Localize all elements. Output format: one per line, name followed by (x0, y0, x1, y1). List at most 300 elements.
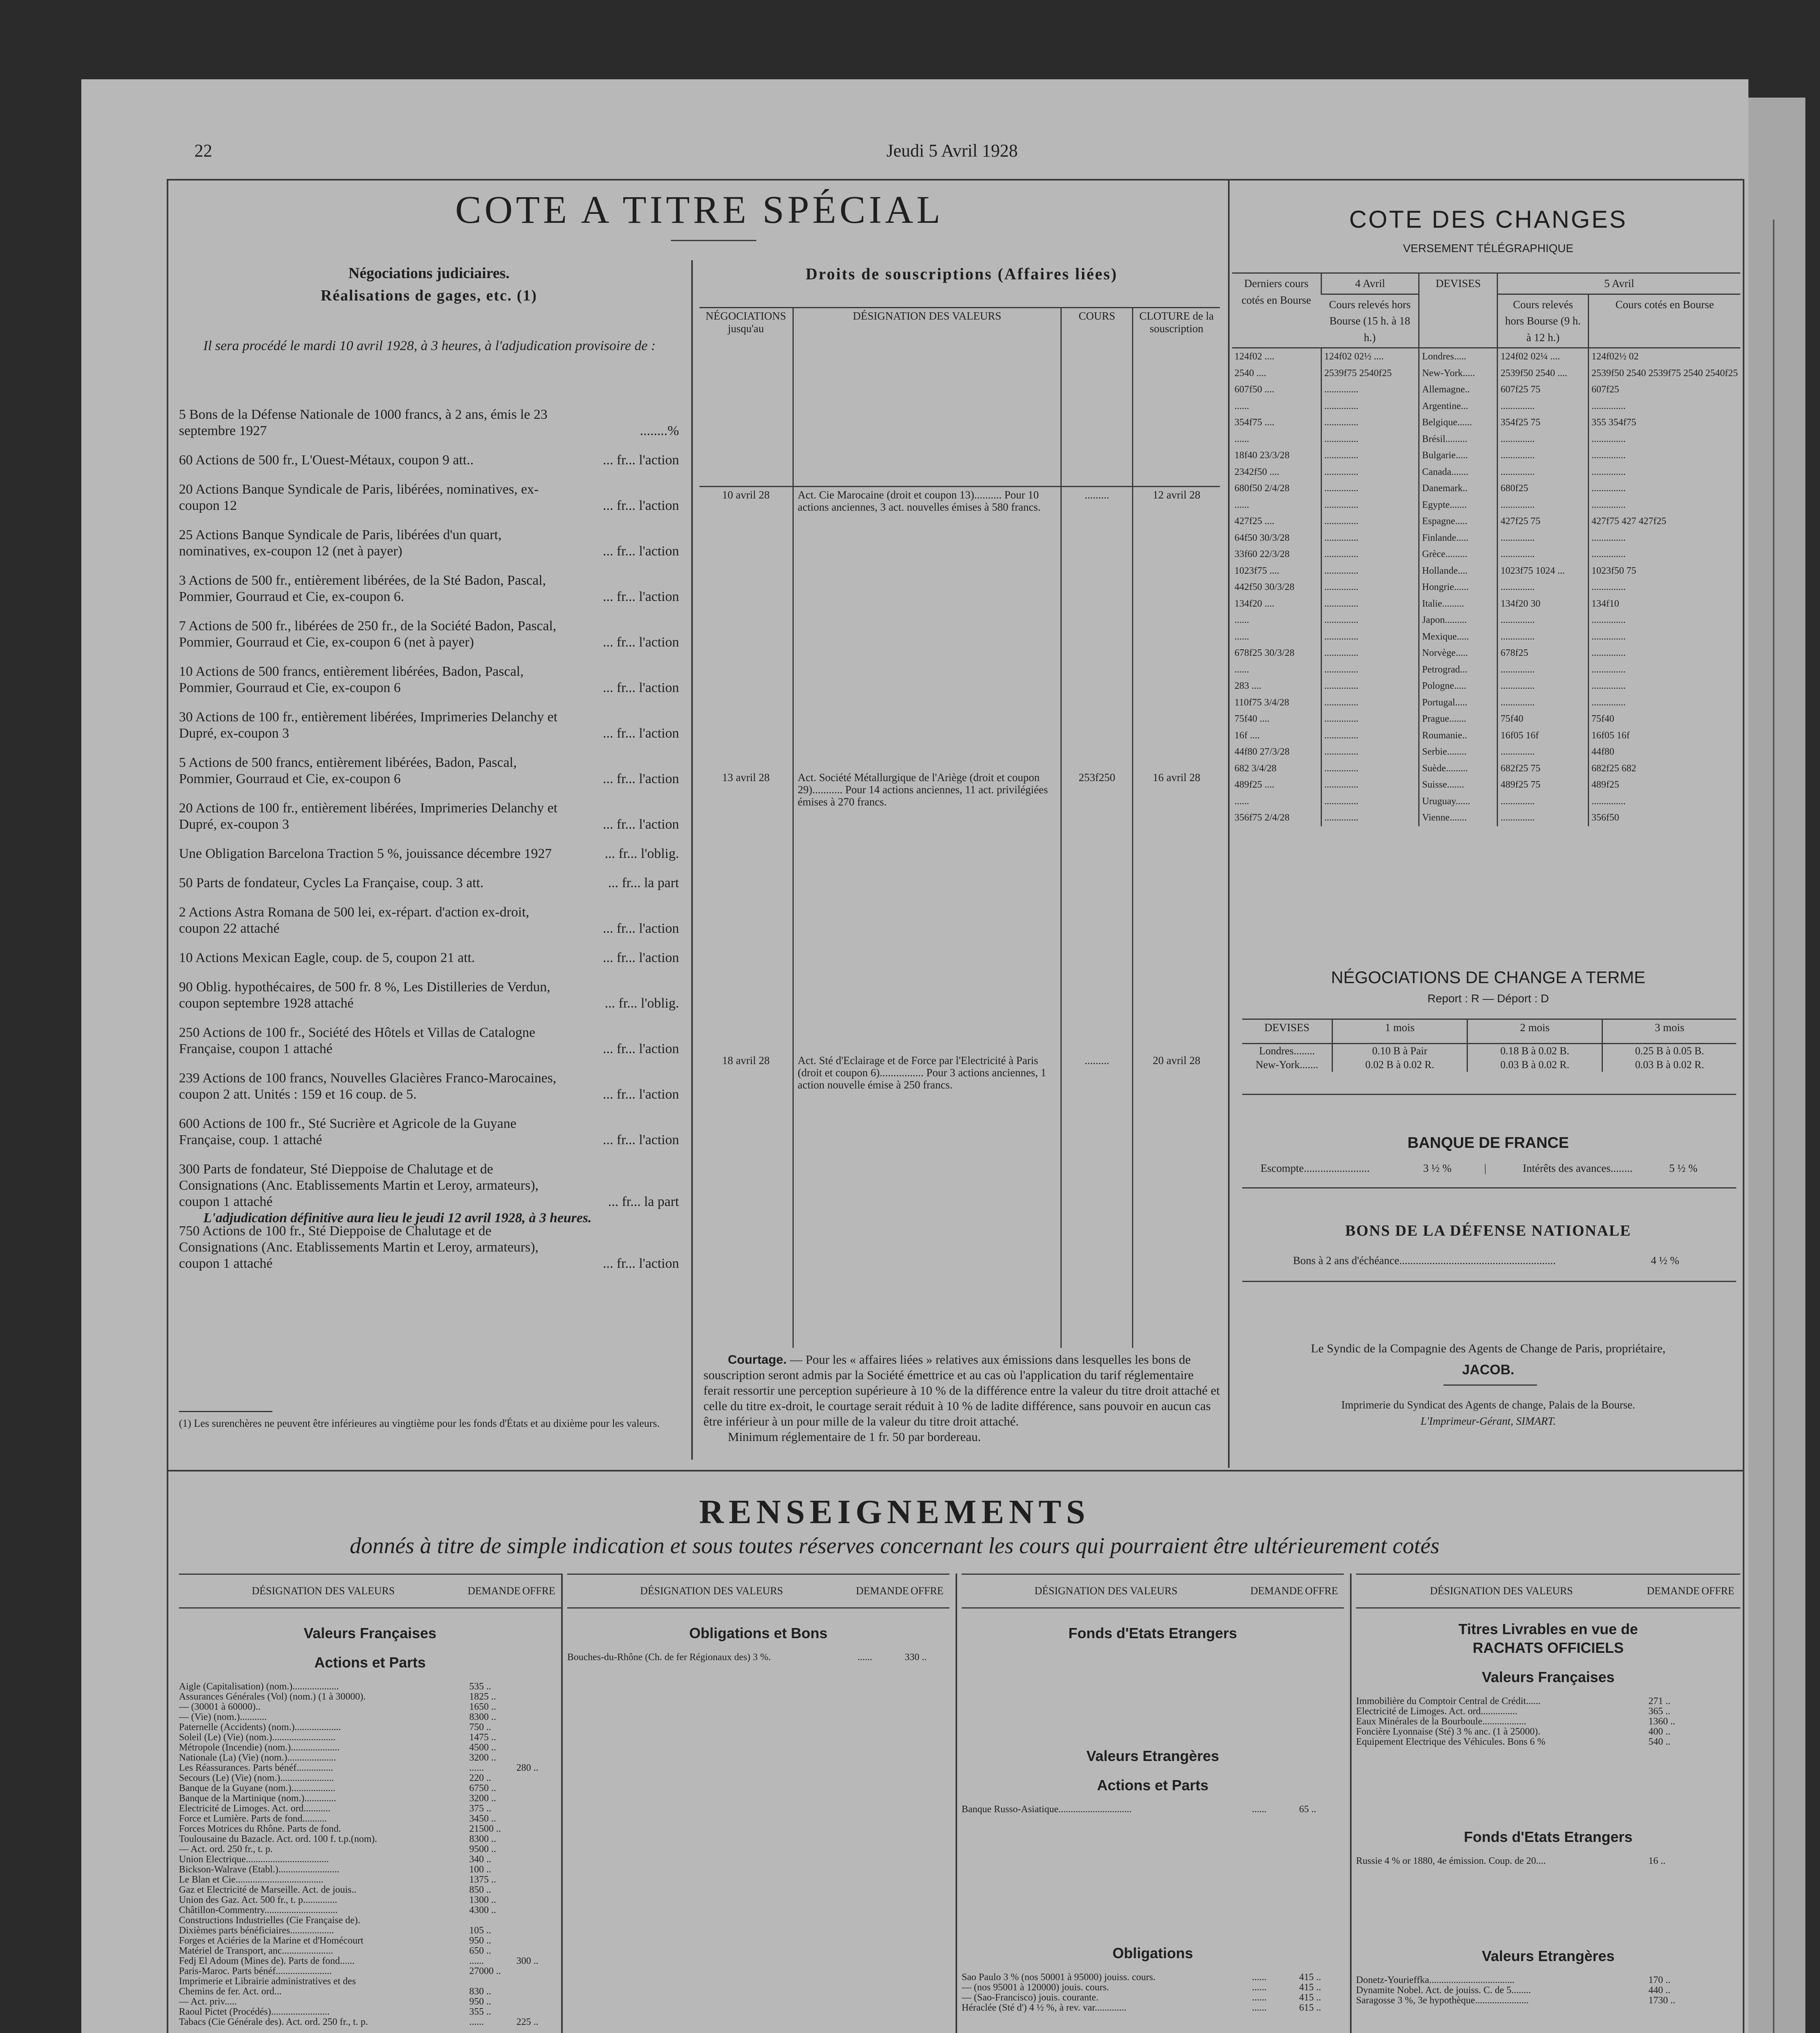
terme-cell-dev: Londres........ (1259, 1045, 1315, 1057)
rens-row-offre (514, 1946, 561, 1956)
rens-section-rachats-officiels: RACHATS OFFICIELS (1472, 1639, 1624, 1656)
changes-cell-h4: .............. (1321, 530, 1419, 546)
rens-row (179, 1743, 561, 1753)
rens-row-name: Raoul Pictet (Procédés)........................ (179, 2007, 330, 2017)
droits-table (699, 307, 1220, 1348)
changes-subtitle: VERSEMENT TÉLÉGRAPHIQUE (1403, 242, 1574, 255)
changes-cell-b5: .............. (1589, 662, 1740, 678)
courtage-note (703, 1352, 1220, 1429)
changes-cell-dern: 2342f50 .... (1234, 466, 1279, 477)
rens-row-demande: 3200 .. (469, 1752, 496, 1763)
changes-cell-h4: .............. (1321, 711, 1419, 727)
changes-cell-h5: .............. (1498, 497, 1589, 514)
rens-row-name: Saragosse 3 %, 3e hypothèque...................... (1356, 1996, 1529, 2006)
changes-cell-h4: .............. (1321, 596, 1419, 612)
lot-text: 25 Actions Banque Syndicale de Paris, libérées d'un quart, nominatives, ex-coupon 12 (net à payer) (179, 527, 502, 559)
rens-row-name: — (Sao-Francisco) jouis. courante. (962, 1993, 1099, 2003)
changes-cell-h4: .............. (1321, 744, 1419, 760)
changes-cell-h5: 489f25 75 (1498, 777, 1589, 793)
rens-row (179, 1926, 561, 1936)
droits-cell-cours: ......... (1061, 1053, 1133, 1336)
rens-list-2 (567, 1652, 949, 1663)
rens-row-offre: 415 .. (1299, 1982, 1321, 1993)
changes-cell-h4: .............. (1321, 513, 1419, 530)
rens-section-obligations: Obligations (1112, 1945, 1193, 1961)
changes-cell-dern: 356f75 2/4/28 (1234, 812, 1290, 823)
rens-row (1356, 1975, 1740, 1985)
changes-row (1232, 530, 1740, 546)
rens-row-offre (514, 1865, 561, 1875)
rens-row-offre: 415 .. (1299, 1992, 1321, 2003)
changes-cell-dern: 489f25 .... (1234, 779, 1274, 790)
changes-cell-dev: Suisse....... (1419, 777, 1498, 793)
changes-cell-dev: Belgique...... (1419, 414, 1498, 431)
lot-text: 50 Parts de fondateur, Cycles La Française, coup. 3 att. (179, 875, 484, 890)
changes-cell-h5: .............. (1498, 447, 1589, 464)
rens-row-name: Chemins de fer. Act. ord... (179, 1987, 282, 1997)
changes-cell-h4: .............. (1321, 563, 1419, 579)
rens-row-name: Sao Paulo 3 % (nos 50001 à 95000) jouiss. cours. (962, 1972, 1156, 1983)
terme-legend: Report : R — Déport : D (1427, 992, 1549, 1005)
changes-cell-b5: .............. (1589, 678, 1740, 694)
rens-row-name: Tabacs (Cie Générale des). Act. ord. 250 fr., t. p. (179, 2017, 368, 2027)
changes-cell-dern: 110f75 3/4/28 (1234, 697, 1289, 708)
rens-list-4a (1356, 1696, 1740, 1747)
rens-row-name: — (Vie) (nom.)........... (179, 1712, 267, 1722)
changes-cell-b5: .............. (1589, 530, 1740, 546)
interets-rate: 5 ½ % (1669, 1162, 1698, 1174)
lot-item (179, 904, 679, 937)
changes-row (1232, 447, 1740, 464)
terme-cell-m1: 0.02 B à 0.02 R. (1332, 1058, 1467, 1072)
changes-cell-dev: Finlande..... (1419, 530, 1498, 546)
syndic-rule (1443, 1384, 1537, 1386)
changes-cell-h4: .............. (1321, 793, 1419, 810)
changes-title: COTE DES CHANGES (1349, 206, 1628, 233)
imprimerie-line: Imprimerie du Syndicat des Agents de change, Palais de la Bourse. (1341, 1399, 1635, 1411)
changes-cell-dern: 680f50 2/4/28 (1234, 483, 1290, 494)
changes-cell-h4: .............. (1321, 480, 1419, 497)
rens-row-offre: 65 .. (1299, 1804, 1316, 1815)
rens-row-name: Aigle (Capitalisation) (nom.)................... (179, 1682, 339, 1692)
changes-row (1232, 777, 1740, 793)
changes-cell-h5: 1023f75 1024 ... (1498, 563, 1589, 579)
lot-unit: ... fr... l'oblig. (605, 996, 679, 1011)
rens-section-valeurs-francaises: Valeurs Françaises (303, 1625, 437, 1641)
rens-row-offre (514, 1875, 561, 1885)
changes-col-releves-4: Cours relevés hors Bourse (15 h. à 18 h.) (1321, 294, 1419, 348)
lot-text: 20 Actions de 100 fr., entièrement libérées, Imprimeries Delanchy et Dupré, ex-coupon 3 (179, 801, 557, 832)
changes-cell-h5: .............. (1498, 612, 1589, 629)
rens-header-demande: DEMANDE (468, 1585, 520, 1597)
changes-cell-b5: 124f02½ 02 (1589, 348, 1740, 365)
changes-cell-dern: ...... (1234, 631, 1249, 642)
changes-cell-dev: Portugal..... (1419, 694, 1498, 711)
changes-cell-b5: 75f40 (1589, 711, 1740, 727)
rens-header-offre: OFFRE (910, 1585, 944, 1597)
rens-row-offre (514, 1814, 561, 1824)
rens-header-designation: DÉSIGNATION DES VALEURS (1430, 1585, 1573, 1597)
changes-cell-dern: 44f80 27/3/28 (1234, 747, 1290, 757)
rens-header-designation: DÉSIGNATION DES VALEURS (1034, 1585, 1178, 1597)
changes-cell-dev: Norvège..... (1419, 645, 1498, 662)
rens-row-demande: 750 .. (469, 1722, 491, 1733)
changes-cell-h5: .............. (1498, 744, 1589, 760)
rens-row (179, 2007, 561, 2017)
rens-row-name: Electricité de Limoges. Act. ord............... (1356, 1707, 1517, 1717)
lot-unit: ... fr... l'action (603, 921, 679, 936)
terme-cell-m1: 0.10 B à Pair (1332, 1044, 1467, 1058)
lot-item (179, 664, 679, 696)
lot-item (179, 1223, 679, 1272)
rens-row-offre (514, 1773, 561, 1783)
changes-cell-dern: 427f25 .... (1234, 516, 1274, 527)
rens-row-offre (514, 1936, 561, 1946)
lot-item (179, 979, 679, 1012)
changes-cell-b5: .............. (1589, 480, 1740, 497)
rens-row (179, 1987, 561, 1997)
changes-cell-b5: .............. (1589, 398, 1740, 415)
changes-divider (1228, 179, 1230, 1468)
rens-row (179, 1794, 561, 1804)
rens-row-demande: 8300 .. (469, 1834, 496, 1844)
changes-cell-dev: Egypte....... (1419, 497, 1498, 514)
droits-cell-cloture: 16 avril 28 (1133, 770, 1220, 1053)
changes-cell-dev: Mexique..... (1419, 629, 1498, 645)
rens-row-demande: ...... (1252, 1804, 1267, 1815)
rens-row (179, 1875, 561, 1885)
rens-row-demande: 440 .. (1648, 1985, 1670, 1996)
changes-cell-b5: .............. (1589, 645, 1740, 662)
rens-section-actions-parts: Actions et Parts (314, 1654, 426, 1671)
changes-cell-b5: .............. (1589, 464, 1740, 481)
changes-cell-dev: Serbie........ (1419, 744, 1498, 760)
changes-cell-b5: .............. (1589, 793, 1740, 810)
page-date: Jeudi 5 Avril 1928 (886, 141, 1018, 161)
lot-item (179, 452, 679, 468)
rens-row (179, 1804, 561, 1814)
rens-row-name: Electricité de Limoges. Act. ord........... (179, 1804, 331, 1814)
changes-cell-dern: 75f40 .... (1234, 714, 1269, 724)
changes-cell-dern: 134f20 .... (1234, 598, 1274, 609)
banque-rule (1242, 1187, 1736, 1188)
rens-row-demande: 535 .. (469, 1681, 491, 1692)
banque-france-title: BANQUE DE FRANCE (1407, 1134, 1569, 1151)
rens-section-actions-parts-etr: Actions et Parts (1097, 1777, 1209, 1794)
rens-row-offre (514, 1712, 561, 1722)
rens-row-demande: 170 .. (1648, 1975, 1670, 1985)
droits-title: Droits de souscriptions (Affaires liées) (806, 265, 1118, 283)
rens-row (1356, 1985, 1740, 1996)
rens-row-name: Immobilière du Comptoir Central de Crédit...... (1356, 1696, 1541, 1707)
changes-row (1232, 381, 1740, 398)
lot-item (179, 481, 679, 514)
changes-cell-b5: .............. (1589, 694, 1740, 711)
rens-row (962, 1972, 1344, 1983)
lot-unit: ... fr... l'action (603, 589, 679, 604)
changes-cell-dern: ...... (1234, 664, 1249, 675)
bons-defense-rate: 4 ½ % (1651, 1254, 1679, 1267)
droits-header-desig: DÉSIGNATION DES VALEURS (793, 308, 1061, 487)
changes-cell-h5: .............. (1498, 793, 1589, 810)
changes-row (1232, 513, 1740, 530)
rens-column-3 (962, 1574, 1344, 2033)
rens-row-name: — Act. ord. 250 fr., t. p. (179, 1844, 273, 1855)
rens-section-valeurs-etrangeres-4: Valeurs Etrangères (1482, 1948, 1615, 1964)
lot-item (179, 875, 679, 891)
changes-cell-b5: .............. (1589, 612, 1740, 629)
changes-cell-dev: Hollande.... (1419, 563, 1498, 579)
rens-list-4c (1356, 1975, 1740, 2006)
rens-row-name: Nationale (La) (Vie) (nom.).................... (179, 1753, 336, 1763)
lot-unit: ... fr... l'action (603, 453, 679, 468)
changes-row (1232, 414, 1740, 431)
changes-cell-h5: 607f25 75 (1498, 381, 1589, 398)
terme-row (1242, 1044, 1736, 1058)
rens-row-offre (514, 1905, 561, 1915)
rens-row-offre (514, 1997, 561, 2007)
rens-row-name: Banque de la Guyane (nom.).................. (179, 1783, 335, 1794)
terme-title: NÉGOCIATIONS DE CHANGE A TERME (1331, 968, 1646, 987)
changes-cell-h4: .............. (1321, 464, 1419, 481)
rens-row-name: Banque de la Martinique (nom.)............. (179, 1794, 336, 1804)
rens-row (962, 1804, 1344, 1815)
rens-row (1356, 1717, 1740, 1727)
rens-row-demande: 850 .. (469, 1885, 491, 1895)
rens-row (179, 1702, 561, 1712)
changes-cell-b5: 2539f50 2540 2539f75 2540 2540f25 (1589, 365, 1740, 382)
rens-row-name: Union Electrique.................................. (179, 1855, 329, 1865)
rens-header-offre: OFFRE (522, 1585, 555, 1597)
changes-cell-b5: .............. (1589, 447, 1740, 464)
lot-text: 30 Actions de 100 fr., entièrement libérées, Imprimeries Delanchy et Dupré, ex-coupon 3 (179, 710, 557, 741)
rens-row-demande: 1730 .. (1648, 1995, 1675, 2006)
changes-row (1232, 711, 1740, 727)
changes-cell-h4: .............. (1321, 612, 1419, 629)
rens-row-name: Russie 4 % or 1880, 4e émission. Coup. de 20.... (1356, 1856, 1546, 1866)
changes-cell-h5: .............. (1498, 546, 1589, 563)
rens-row-demande: 1650 .. (469, 1702, 496, 1712)
changes-col-5avril: 5 Avril (1498, 273, 1740, 294)
rens-row-offre (514, 1733, 561, 1743)
rens-row-name: Eaux Minérales de la Bourboule.................. (1356, 1717, 1526, 1727)
lot-item (179, 800, 679, 833)
terme-cell-m2: 0.18 B à 0.02 B. (1467, 1044, 1602, 1058)
droits-header-cours: COURS (1061, 308, 1133, 487)
rens-row-offre (1693, 1707, 1740, 1717)
rens-row (179, 1936, 561, 1946)
rens-row-demande: 1375 .. (469, 1874, 496, 1885)
rens-row (962, 1983, 1344, 1993)
changes-col-4avril: 4 Avril (1321, 273, 1419, 294)
changes-row (1232, 365, 1740, 382)
changes-cell-dern: ...... (1234, 796, 1249, 807)
changes-cell-h5: 427f25 75 (1498, 513, 1589, 530)
rens-row (179, 1895, 561, 1905)
rens-row-offre (1693, 1717, 1740, 1727)
adjacent-page-edge (1748, 98, 1805, 2033)
lot-text: 3 Actions de 500 fr., entièrement libérées, de la Sté Badon, Pascal, Pommier, Gourraud et Cie, ex-coupon 6. (179, 573, 546, 604)
changes-cell-dern: 354f75 .... (1234, 417, 1274, 428)
droits-cell-cloture: 12 avril 28 (1133, 486, 1220, 769)
rens-row-name: Force et Lumière. Parts de fond.......... (179, 1814, 327, 1824)
changes-cell-dev: Suède......... (1419, 760, 1498, 777)
droits-cell-date: 10 avril 28 (722, 488, 770, 501)
lot-unit: ... fr... l'action (603, 544, 679, 559)
rens-row-demande: 220 .. (469, 1773, 491, 1783)
changes-cell-dern: 2540 .... (1234, 368, 1266, 379)
changes-cell-h5: 124f02 02¼ .... (1498, 348, 1589, 365)
changes-row (1232, 727, 1740, 744)
rens-row-name: Les Réassurances. Parts bénéf............... (179, 1763, 333, 1773)
renseignements-subtitle: donnés à titre de simple indication et sous toutes réserves concernant les cours qui pourraient être ultérieurement cotés (350, 1533, 1439, 1558)
rens-row-offre (1693, 1696, 1740, 1707)
rens-row-offre (514, 1692, 561, 1702)
lot-text: 10 Actions de 500 francs, entièrement libérées, Badon, Pascal, Pommier, Gourraud et Cie, ex-coupon 6 (179, 664, 524, 695)
terme-row (1242, 1058, 1736, 1072)
gerant-line: L'Imprimeur-Gérant, SIMART. (1420, 1415, 1556, 1427)
lot-text: 60 Actions de 500 fr., L'Ouest-Métaux, coupon 9 att.. (179, 453, 474, 468)
changes-cell-dev: Bulgarie..... (1419, 447, 1498, 464)
rens-col-divider-2 (956, 1574, 957, 2033)
changes-cell-h4: .............. (1321, 546, 1419, 563)
rens-row-name: Métropole (Incendie) (nom.).................... (179, 1743, 340, 1753)
changes-cell-h5: .............. (1498, 629, 1589, 645)
lot-text: 90 Oblig. hypothécaires, de 500 fr. 8 %, Les Distilleries de Verdun, coupon septembre 1928 attaché (179, 979, 551, 1011)
rens-row (179, 1733, 561, 1743)
changes-cell-h5: .............. (1498, 579, 1589, 596)
rens-row-offre (514, 1834, 561, 1844)
rens-row-name: Toulousaine du Bazacle. Act. ord. 100 f. t.p.(nom). (179, 1834, 377, 1844)
rens-row (962, 1993, 1344, 2003)
rens-row-offre: 300 .. (516, 1956, 538, 1966)
droits-cell-cours: ......... (1061, 486, 1133, 769)
lot-text: 239 Actions de 100 francs, Nouvelles Glacières Franco-Marocaines, coupon 2 att. Unités : 159 et 16 coup. de 5. (179, 1071, 557, 1102)
lot-unit: ... fr... l'action (603, 498, 679, 513)
rens-row-demande: 365 .. (1648, 1706, 1670, 1717)
rens-section-valeurs-francaises-4: Valeurs Françaises (1482, 1669, 1615, 1685)
left-subtitle-1: Négociations judiciaires. (348, 265, 510, 282)
lot-item (179, 950, 679, 966)
changes-row (1232, 348, 1740, 365)
rens-row-offre (514, 1885, 561, 1895)
changes-row (1232, 694, 1740, 711)
lot-unit: ... fr... l'action (603, 1132, 679, 1147)
rens-row-name: Paris-Maroc. Parts bénéf....................... (179, 1966, 332, 1976)
rens-row (179, 1722, 561, 1733)
rens-row-name: Héraclée (Sté d') 4 ½ %, à rev. var............. (962, 2003, 1127, 2013)
rens-row (567, 1652, 949, 1663)
changes-cell-dern: 1023f75 .... (1234, 565, 1279, 576)
changes-cell-dern: 682 3/4/28 (1234, 763, 1277, 774)
changes-cell-h5: .............. (1498, 662, 1589, 678)
rens-row-offre (514, 1987, 561, 1997)
changes-cell-h5: .............. (1498, 530, 1589, 546)
changes-cell-dern: 16f .... (1234, 730, 1260, 741)
rens-row-offre: 415 .. (1299, 1972, 1321, 1983)
rens-row-offre: 280 .. (516, 1763, 538, 1773)
changes-row (1232, 596, 1740, 612)
rens-row-offre (514, 1926, 561, 1936)
rens-row-demande (467, 1976, 514, 1987)
rens-row (179, 1692, 561, 1702)
changes-cell-dern: 607f50 .... (1234, 384, 1274, 395)
changes-row (1232, 793, 1740, 810)
rens-row-offre (514, 1895, 561, 1905)
rens-column-4 (1356, 1574, 1740, 2033)
changes-cell-dev: Petrograd... (1419, 662, 1498, 678)
changes-cell-h4: .............. (1321, 777, 1419, 793)
renseignements-title: RENSEIGNEMENTS (699, 1493, 1090, 1531)
rens-row (179, 1824, 561, 1834)
rens-row (179, 1997, 561, 2007)
changes-row (1232, 645, 1740, 662)
changes-cell-dev: Canada....... (1419, 464, 1498, 481)
changes-cell-dev: New-York..... (1419, 365, 1498, 382)
rens-row-demande: ...... (469, 1763, 484, 1773)
changes-cell-h5: 2539f50 2540 .... (1498, 365, 1589, 382)
rens-row-demande: 375 .. (469, 1803, 491, 1814)
rens-row (962, 2003, 1344, 2013)
rens-row (179, 1763, 561, 1773)
rens-row-demande: 1300 .. (469, 1895, 496, 1905)
rens-section-obligations-bons: Obligations et Bons (689, 1625, 827, 1641)
terme-table (1242, 1019, 1736, 1072)
changes-cell-dev: Danemark.. (1419, 480, 1498, 497)
rens-row-name: Bouches-du-Rhône (Ch. de fer Régionaux des) 3 %. (567, 1652, 771, 1663)
lot-item (179, 846, 679, 862)
rens-row-offre (514, 1794, 561, 1804)
terme-cell-dev: New-York....... (1255, 1059, 1319, 1071)
droits-cell-desc: Act. Sté d'Eclairage et de Force par l'Electricité à Paris (droit et coupon 6)................ Pour 3 actions anciennes, 1 action nouvelle émise à 250 francs. (793, 1053, 1061, 1336)
rens-row-offre (514, 2007, 561, 2017)
renseignements-divider (167, 1470, 1744, 1471)
lot-unit: ... fr... l'action (603, 817, 679, 832)
rens-row-demande: ...... (1252, 1992, 1267, 2003)
changes-cell-dev: Prague....... (1419, 711, 1498, 727)
rens-row-demande: 1825 .. (469, 1691, 496, 1702)
rens-row-demande: 6750 .. (469, 1783, 496, 1794)
lot-unit: ... fr... la part (608, 1194, 679, 1209)
lot-text: 300 Parts de fondateur, Sté Dieppoise de Chalutage et de Consignations (Anc. Etablissements Martin et Leroy, armateurs), coupon 1 attaché (179, 1162, 539, 1209)
changes-cell-h4: .............. (1321, 678, 1419, 694)
terme-rule (1242, 1094, 1736, 1095)
rens-row-offre: 615 .. (1299, 2003, 1321, 2013)
changes-cell-dern: ...... (1234, 499, 1249, 510)
page-number: 22 (194, 141, 212, 161)
rens-row-offre (514, 1743, 561, 1753)
changes-cell-h4: 124f02 02½ .... (1321, 348, 1419, 365)
changes-cell-h4: .............. (1321, 579, 1419, 596)
rens-column-2 (567, 1574, 949, 2033)
changes-row (1232, 662, 1740, 678)
rens-row (1356, 1856, 1740, 1866)
changes-cell-h5: 680f25 (1498, 480, 1589, 497)
changes-cell-h5: 682f25 75 (1498, 760, 1589, 777)
rens-row (1356, 1996, 1740, 2006)
adjudication-closing: L'adjudication définitive aura lieu le jeudi 12 avril 1928, à 3 heures. (203, 1210, 592, 1225)
changes-row (1232, 629, 1740, 645)
rens-row (1356, 1696, 1740, 1707)
rens-row-demande: 21500 .. (469, 1824, 501, 1834)
changes-cell-h4: .............. (1321, 447, 1419, 464)
rens-row-offre (514, 1844, 561, 1855)
rens-row-offre (514, 1682, 561, 1692)
title-rule (671, 240, 756, 241)
changes-cell-dev: Grèce......... (1419, 546, 1498, 563)
changes-cell-b5: 682f25 682 (1589, 760, 1740, 777)
rens-row-name: Secours (Le) (Vie) (nom.)...................... (179, 1773, 334, 1783)
